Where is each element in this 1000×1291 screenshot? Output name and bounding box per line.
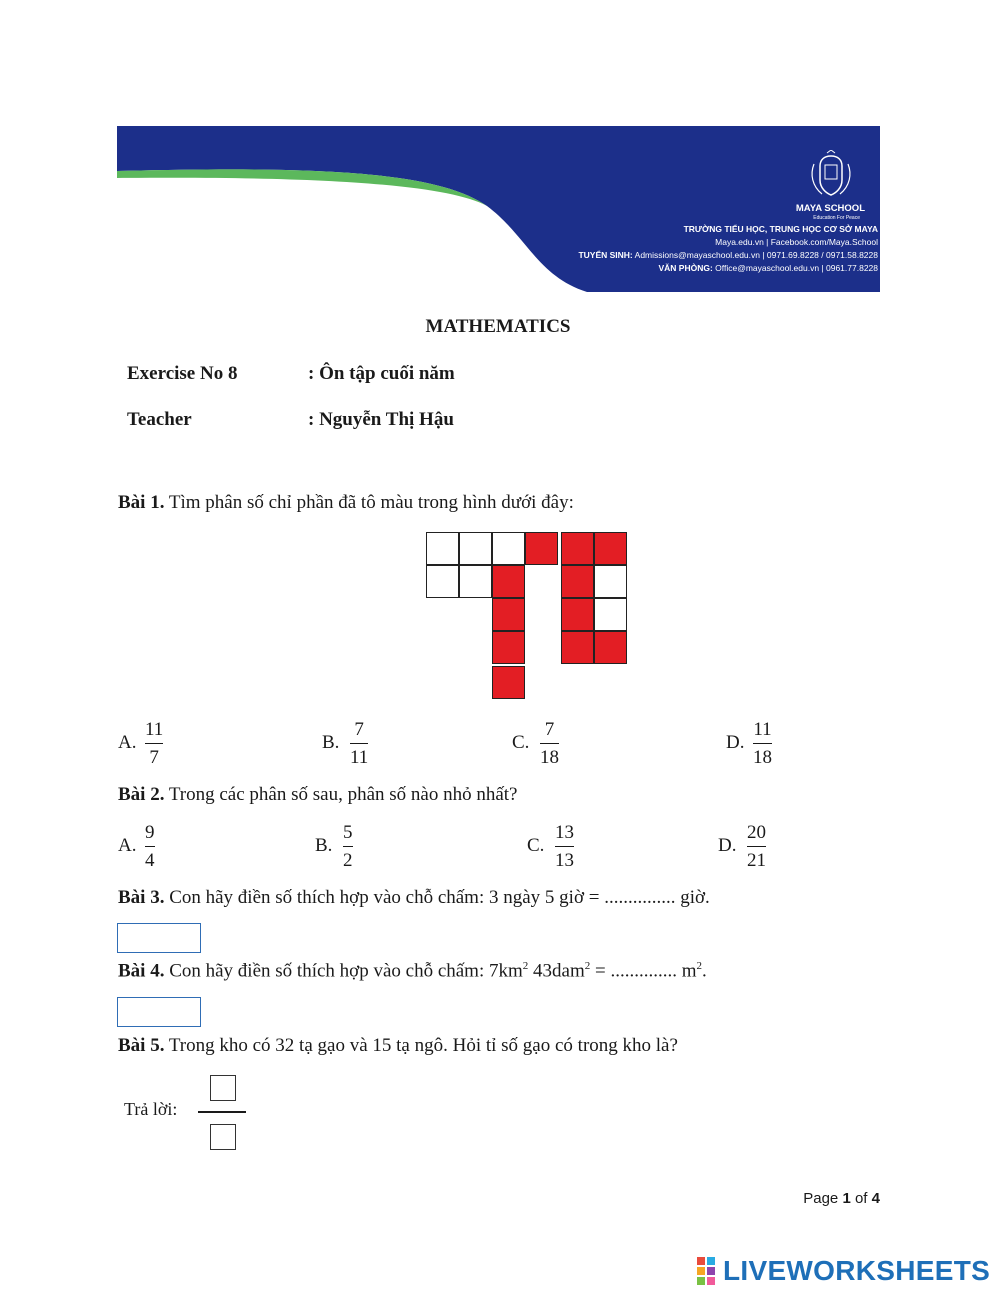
- fraction-bar: [343, 846, 353, 847]
- numerator: 20: [747, 822, 766, 843]
- question-4: [118, 960, 707, 982]
- question-4-text-b: 43dam: [528, 960, 585, 982]
- exercise-value: : Ôn tập cuối năm: [308, 363, 455, 384]
- fraction-bar: [753, 743, 772, 744]
- grid-cell: [426, 532, 459, 565]
- q1-option-c-letter[interactable]: C.: [512, 732, 530, 753]
- school-name: TRƯỜNG TIỂU HỌC, TRUNG HỌC CƠ SỞ MAYA: [683, 224, 878, 234]
- q1-option-b-fraction[interactable]: [350, 719, 368, 769]
- q2-option-b-letter[interactable]: B.: [315, 835, 333, 856]
- fraction-bar: [350, 743, 368, 744]
- q3-answer-input[interactable]: [117, 923, 201, 953]
- teacher-label: Teacher: [127, 409, 192, 430]
- numerator: 11: [753, 719, 772, 740]
- exercise-label: Exercise No 8: [127, 363, 238, 384]
- grid-cell-shaded: [492, 598, 525, 631]
- denominator: 2: [343, 850, 353, 872]
- q1-option-c-fraction[interactable]: [540, 719, 559, 769]
- superscript-2: 2: [522, 960, 529, 972]
- page-number: [803, 1190, 880, 1207]
- denominator: 18: [540, 747, 559, 769]
- office-contact: Office@mayaschool.edu.vn | 0961.77.8228: [715, 263, 878, 273]
- question-4-text-a: Con hãy điền số thích hợp vào chỗ chấm: 7km: [164, 960, 523, 982]
- numerator: 9: [145, 822, 155, 843]
- school-web: Maya.edu.vn | Facebook.com/Maya.School: [715, 237, 878, 247]
- q2-option-b-fraction[interactable]: [343, 822, 353, 872]
- school-admissions: [578, 250, 878, 260]
- question-5-text: Trong kho có 32 tạ gạo và 15 tạ ngô. Hỏi tỉ số gạo có trong kho là?: [164, 1035, 678, 1056]
- page-word: Page: [803, 1190, 839, 1207]
- q1-option-a-letter[interactable]: A.: [118, 732, 137, 753]
- q1-option-d-letter[interactable]: D.: [726, 732, 745, 753]
- q2-option-a-letter[interactable]: A.: [118, 835, 137, 856]
- denominator: 21: [747, 850, 766, 872]
- denominator: 11: [350, 747, 369, 769]
- denominator: 4: [145, 850, 155, 872]
- grid-cell-shaded: [594, 532, 627, 565]
- superscript-2: 2: [696, 960, 702, 972]
- question-5-label: Bài 5.: [118, 1035, 165, 1056]
- of-word: of: [854, 1190, 868, 1207]
- q1-option-a-fraction[interactable]: [145, 719, 163, 769]
- numerator: 13: [555, 822, 574, 843]
- question-4-label: Bài 4.: [118, 960, 165, 982]
- teacher-value: : Nguyễn Thị Hậu: [308, 409, 454, 430]
- numerator: 7: [544, 719, 555, 740]
- question-5: [118, 1035, 678, 1057]
- grid-cell-shaded: [492, 631, 525, 664]
- page-title: MATHEMATICS: [425, 316, 571, 337]
- q1-option-b-letter[interactable]: B.: [322, 732, 340, 753]
- grid-cell-shaded: [561, 598, 594, 631]
- grid-cell-shaded: [492, 666, 525, 699]
- grid-cell-shaded: [525, 532, 558, 565]
- question-4-text-d: .: [702, 960, 707, 982]
- grid-cell: [459, 532, 492, 565]
- question-2-text: Trong các phân số sau, phân số nào nhỏ nhất?: [164, 784, 518, 805]
- denominator: 7: [149, 747, 159, 769]
- question-3-text: Con hãy điền số thích hợp vào chỗ chấm: 3 ngày 5 giờ = ............... giờ.: [164, 887, 710, 908]
- grid-cell: [594, 598, 627, 631]
- q1-option-d-fraction[interactable]: [753, 719, 772, 769]
- liveworksheets-logo[interactable]: [697, 1255, 990, 1287]
- question-3: [118, 887, 710, 909]
- school-logo-text: MAYA SCHOOL: [795, 203, 865, 214]
- q5-fraction-bar: [198, 1111, 246, 1113]
- superscript-2: 2: [584, 960, 591, 972]
- fraction-bar: [540, 743, 559, 744]
- question-2-label: Bài 2.: [118, 784, 165, 805]
- office-label: VĂN PHÒNG:: [658, 263, 713, 273]
- school-crest-icon: [800, 150, 862, 202]
- grid-cell: [492, 532, 525, 565]
- denominator: 18: [753, 747, 772, 769]
- grid-cell-shaded: [492, 565, 525, 598]
- fraction-bar: [145, 846, 155, 847]
- grid-cell: [594, 565, 627, 598]
- q2-option-d-letter[interactable]: D.: [718, 835, 737, 856]
- grid-cell-shaded: [561, 631, 594, 664]
- school-logo-tagline: Education For Peace: [813, 215, 860, 221]
- denominator: 13: [555, 850, 574, 872]
- question-4-text-c: = .............. m: [590, 960, 697, 982]
- numerator: 5: [343, 822, 353, 843]
- numerator: 11: [145, 719, 164, 740]
- admissions-label: TUYỂN SINH:: [578, 250, 633, 260]
- fraction-bar: [555, 846, 574, 847]
- question-1: [118, 492, 574, 514]
- admissions-contact: Admissions@mayaschool.edu.vn | 0971.69.8228 / 0971.58.8228: [634, 250, 878, 260]
- question-1-text: Tìm phân số chỉ phần đã tô màu trong hình dưới đây:: [164, 492, 574, 513]
- fraction-bar: [145, 743, 163, 744]
- q2-option-d-fraction[interactable]: [747, 822, 766, 872]
- question-3-label: Bài 3.: [118, 887, 165, 908]
- grid-cell-shaded: [594, 631, 627, 664]
- page-current: 1: [842, 1190, 851, 1207]
- q2-option-c-fraction[interactable]: [555, 822, 574, 872]
- question-1-label: Bài 1.: [118, 492, 165, 513]
- liveworksheets-icon: [697, 1257, 723, 1285]
- grid-cell-shaded: [561, 532, 594, 565]
- grid-cell-shaded: [561, 565, 594, 598]
- q5-denominator-input[interactable]: [210, 1124, 236, 1150]
- q2-option-c-letter[interactable]: C.: [527, 835, 545, 856]
- q5-answer-label: Trả lời:: [124, 1099, 178, 1119]
- grid-cell: [426, 565, 459, 598]
- question-2: [118, 784, 517, 806]
- numerator: 7: [354, 719, 364, 740]
- q2-option-a-fraction[interactable]: [145, 822, 155, 872]
- q5-numerator-input[interactable]: [210, 1075, 236, 1101]
- page-total: 4: [871, 1190, 880, 1207]
- fraction-bar: [747, 846, 766, 847]
- grid-cell: [459, 565, 492, 598]
- q4-answer-input[interactable]: [117, 997, 201, 1027]
- school-office: [658, 263, 878, 273]
- liveworksheets-brand: LIVEWORKSHEETS: [723, 1255, 991, 1286]
